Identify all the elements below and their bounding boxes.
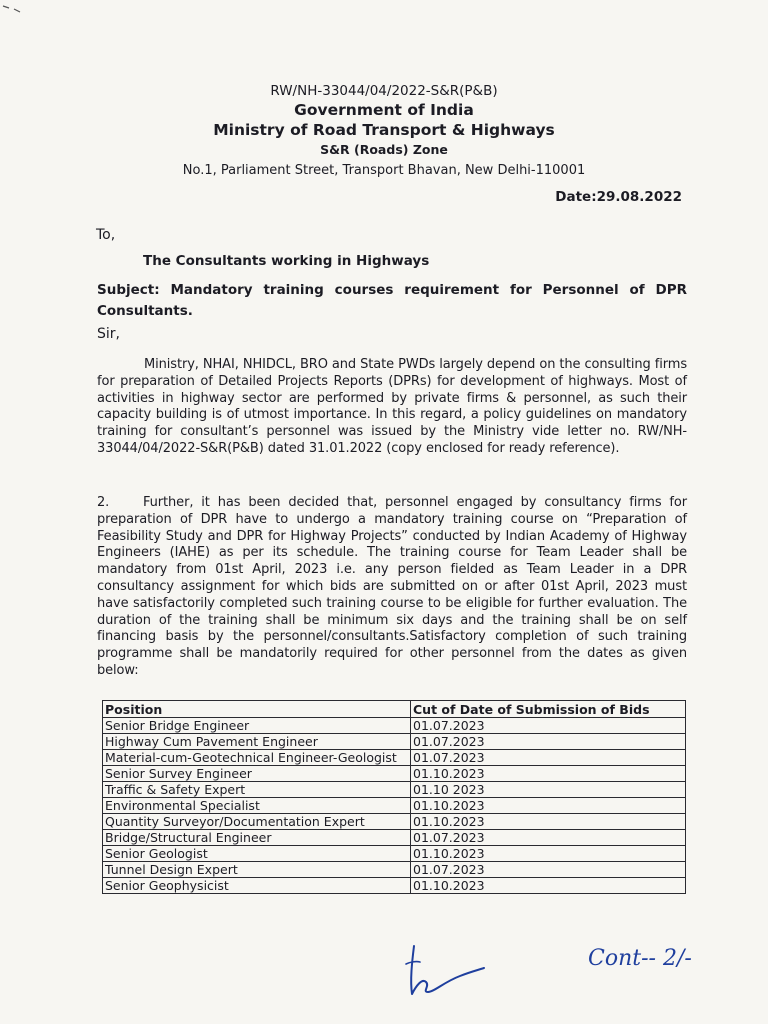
table-row	[103, 782, 686, 798]
date-cell: 01.07.2023	[411, 750, 686, 766]
table-row	[103, 878, 686, 894]
date-cell: 01.10.2023	[411, 814, 686, 830]
paragraph-2-text: Further, it has been decided that, personnel engaged by consultancy firms for preparation of DPR have to undergo a mandatory training course on “Preparation of Feasibility Study and DPR for Highway Projects” conducted by Indian Academy of Highway Engineers (IAHE) as per its schedule. The training course for Team Leader shall be mandatory from 01st April, 2023 i.e. any person fielded as Team Leader in a DPR consultancy assignment for which bids are submitted on or after 01st April, 2023 must have satisfactorily completed such training course to be eligible for further evaluation. The duration of the training shall be minimum six days and the training shall be on self financing basis by the personnel/consultants.Satisfactory completion of such training programme shall be mandatorily required for other personnel from the dates as given below:	[97, 495, 687, 678]
position-cell: Material-cum-Geotechnical Engineer-Geologist	[103, 750, 411, 766]
position-cell: Quantity Surveyor/Documentation Expert	[103, 814, 411, 830]
position-cell: Senior Bridge Engineer	[103, 718, 411, 734]
office-address: No.1, Parliament Street, Transport Bhavan, New Delhi-110001	[182, 163, 586, 178]
table-row	[103, 718, 686, 734]
table-row	[103, 734, 686, 750]
table-header-row	[103, 701, 686, 718]
date-cell: 01.10 2023	[411, 782, 686, 798]
government-heading: Government of India	[294, 101, 474, 119]
table-row	[103, 830, 686, 846]
salutation: Sir,	[97, 326, 120, 342]
subject-line: Subject: Mandatory training courses requirement for Personnel of DPR Consultants.	[97, 282, 687, 319]
table-row	[103, 814, 686, 830]
positions-table	[102, 700, 686, 894]
scan-mark	[0, 0, 24, 14]
position-cell: Environmental Specialist	[103, 798, 411, 814]
date-cell: 01.07.2023	[411, 718, 686, 734]
date-cell: 01.07.2023	[411, 734, 686, 750]
date-cell: 01.10.2023	[411, 766, 686, 782]
table-row	[103, 862, 686, 878]
table-row	[103, 798, 686, 814]
continuation-note: Cont-- 2/-	[588, 946, 692, 971]
position-cell: Senior Geologist	[103, 846, 411, 862]
position-cell: Tunnel Design Expert	[103, 862, 411, 878]
signature-icon	[400, 942, 500, 1002]
date-cell: 01.10.2023	[411, 846, 686, 862]
ministry-heading: Ministry of Road Transport & Highways	[213, 121, 555, 139]
table-row	[103, 750, 686, 766]
position-cell: Senior Survey Engineer	[103, 766, 411, 782]
date-cell: 01.10.2023	[411, 798, 686, 814]
position-cell: Traffic & Safety Expert	[103, 782, 411, 798]
position-cell: Bridge/Structural Engineer	[103, 830, 411, 846]
date-cell: 01.07.2023	[411, 830, 686, 846]
table-row	[103, 846, 686, 862]
reference-number: RW/NH-33044/04/2022-S&R(P&B)	[270, 83, 498, 99]
letter-date: Date:29.08.2022	[555, 189, 682, 205]
paragraph-2	[97, 495, 687, 680]
header-position: Position	[103, 701, 411, 718]
position-cell: Highway Cum Pavement Engineer	[103, 734, 411, 750]
date-cell: 01.07.2023	[411, 862, 686, 878]
table-row	[103, 766, 686, 782]
paragraph-2-number: 2.	[97, 495, 110, 510]
header-cutoff-date: Cut of Date of Submission of Bids	[411, 701, 686, 718]
paragraph-1: Ministry, NHAI, NHIDCL, BRO and State PWDs largely depend on the consulting firms for preparation of Detailed Projects Reports (DPRs) for development of highways. Most of activities in highway sector are performed by private firms & personnel, as such their capacity building is of utmost importance. In this regard, a policy guidelines on mandatory training for consultant’s personnel was issued by the Ministry vide letter no. RW/NH-33044/04/2022-S&R(P&B) dated 31.01.2022 (copy enclosed for ready reference).	[97, 357, 687, 456]
to-label: To,	[96, 227, 116, 243]
addressee: The Consultants working in Highways	[143, 253, 430, 269]
position-cell: Senior Geophysicist	[103, 878, 411, 894]
zone-heading: S&R (Roads) Zone	[320, 142, 448, 157]
date-cell: 01.10.2023	[411, 878, 686, 894]
